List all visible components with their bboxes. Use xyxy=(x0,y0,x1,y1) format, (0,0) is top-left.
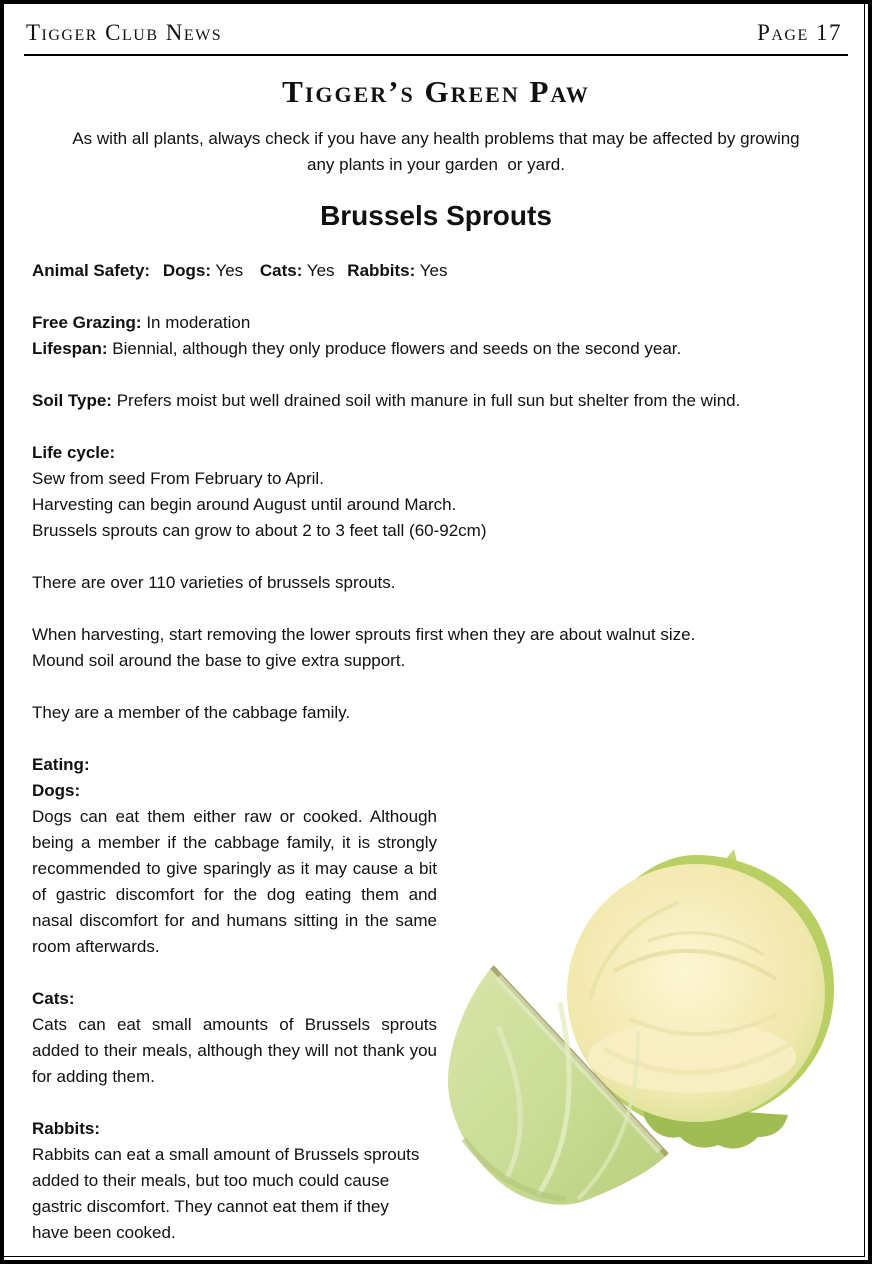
life-cycle-block xyxy=(32,440,842,544)
cabbage-illustration xyxy=(444,849,864,1261)
dogs-safety-label: Dogs: xyxy=(162,261,211,280)
dogs-safety-value: Yes xyxy=(215,261,244,280)
lifespan-line xyxy=(32,336,842,362)
cabbage-photo xyxy=(444,849,864,1261)
eating-label: Eating: xyxy=(32,755,90,774)
life-cycle-heading xyxy=(32,440,842,466)
rabbits-safety-label: Rabbits: xyxy=(347,261,416,280)
animal-safety-label: Animal Safety: xyxy=(32,261,151,280)
eating-dogs-label: Dogs: xyxy=(32,781,81,800)
intro-line-2: any plants in your garden or yard. xyxy=(307,155,565,174)
harvesting-note-line: When harvesting, start removing the lower sprouts first when they are about walnut size. xyxy=(32,625,696,644)
soil-type-value: Prefers moist but well drained soil with manure in full sun but shelter from the wind. xyxy=(116,391,741,410)
life-cycle-line: Brussels sprouts can grow to about 2 to 3 feet tall (60-92cm) xyxy=(32,521,487,540)
life-cycle-line: Sew from seed From February to April. xyxy=(32,469,324,488)
masthead-divider xyxy=(24,54,848,56)
varieties-note: There are over 110 varieties of brussels sprouts. xyxy=(32,573,396,592)
eating-dogs-heading xyxy=(32,778,842,804)
cats-safety-value: Yes xyxy=(306,261,335,280)
page-title: Tigger’s Green Paw xyxy=(282,74,590,109)
masthead xyxy=(4,4,868,46)
eating-rabbits-paragraph: Rabbits can eat a small amount of Brussels sprouts added to their meals, but too much could cause gastric discomfort. They cannot eat them if they have been cooked. xyxy=(32,1145,420,1242)
life-cycle-label: Life cycle: xyxy=(32,443,116,462)
eating-dogs-paragraph: Dogs can eat them either raw or cooked. Although being a member if the cabbage family, it is strongly recommended to give sparingly as it may cause a bit of gastric discomfort for the dog eating them and nasal discomfort for and humans sitting in the same room afterwards. xyxy=(32,807,437,956)
eating-heading xyxy=(32,752,842,778)
life-cycle-line: Harvesting can begin around August until around March. xyxy=(32,495,457,514)
free-grazing-line xyxy=(32,310,842,336)
soil-type-label: Soil Type: xyxy=(32,391,112,410)
eating-cats-label: Cats: xyxy=(32,989,75,1008)
rabbits-safety-value: Yes xyxy=(419,261,448,280)
free-grazing-value: In moderation xyxy=(146,313,251,332)
article-title: Brussels Sprouts xyxy=(320,200,552,231)
family-note: They are a member of the cabbage family. xyxy=(32,703,351,722)
animal-safety-line xyxy=(32,258,842,284)
harvesting-note-block xyxy=(32,622,842,674)
free-grazing-label: Free Grazing: xyxy=(32,313,142,332)
soil-type-line xyxy=(32,388,842,414)
grazing-lifespan-block xyxy=(32,310,842,362)
eating-rabbits-label: Rabbits: xyxy=(32,1119,100,1138)
intro-line-1: As with all plants, always check if you have any health problems that may be affected by growing xyxy=(72,129,800,148)
intro-paragraph xyxy=(4,126,868,178)
lifespan-label: Lifespan: xyxy=(32,339,108,358)
page-number: Page 17 xyxy=(757,20,842,45)
newsletter-title: Tigger Club News xyxy=(26,20,223,45)
harvesting-note-line: Mound soil around the base to give extra support. xyxy=(32,651,406,670)
lifespan-value: Biennial, although they only produce flowers and seeds on the second year. xyxy=(112,339,682,358)
cats-safety-label: Cats: xyxy=(259,261,303,280)
eating-cats-paragraph: Cats can eat small amounts of Brussels sprouts added to their meals, although they will not thank you for adding them. xyxy=(32,1015,437,1086)
